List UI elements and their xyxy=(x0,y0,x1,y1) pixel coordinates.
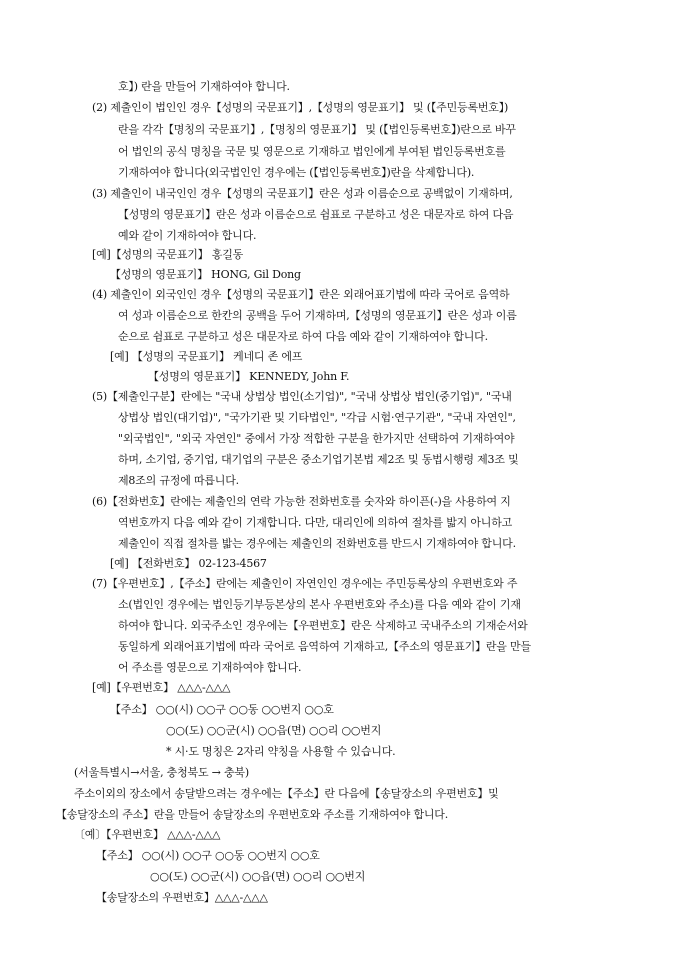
example-line: [예] 【성명의 국문표기】 케네디 존 에프 xyxy=(110,350,303,363)
paragraph-line: 주소이외의 장소에서 송달받으려는 경우에는【주소】란 다음에【송달장소의 우편번호】및 xyxy=(74,787,499,800)
example-line: [예]【우편번호】 △△△-△△△ xyxy=(92,681,231,694)
list-item-5: (5)【제출인구분】란에는 "국내 상법상 법인(소기업)", "국내 상법상 법인(중기업)", "국내 xyxy=(92,390,512,403)
text-line: 순으로 쉼표로 구분하고 성은 대문자로 하여 다음 예와 같이 기재하여야 합니다. xyxy=(118,330,488,343)
text-line: 제출인이 직접 절차를 밟는 경우에는 제출인의 전화번호를 반드시 기재하여야 합니다. xyxy=(118,537,516,550)
list-item-2: (2) 제출인이 법인인 경우【성명의 국문표기】,【성명의 영문표기】 및 (【주민등록번호】) xyxy=(92,101,509,114)
text-line: 호】) 란을 만들어 기재하여야 합니다. xyxy=(118,80,290,93)
note-line: * 시·도 명칭은 2자리 약칭을 사용할 수 있습니다. xyxy=(166,745,396,758)
text-line: 【성명의 영문표기】란은 성과 이름순으로 쉼표로 구분하고 성은 대문자로 하여 다음 xyxy=(118,208,514,221)
example-line: 〔예〕【우편번호】 △△△-△△△ xyxy=(74,828,221,841)
example-line: 【성명의 영문표기】 KENNEDY, John F. xyxy=(148,370,350,383)
example-line: [예]【성명의 국문표기】 홍길동 xyxy=(92,248,244,261)
list-item-3: (3) 제출인이 내국인인 경우【성명의 국문표기】란은 성과 이름순으로 공백없이 기재하며, xyxy=(92,187,513,200)
text-line: "외국법인", "외국 자연인" 중에서 가장 적합한 구분을 한가지만 선택하여 기재하여야 xyxy=(118,432,515,445)
paragraph-line: 【송달장소의 주소】란을 만들어 송달장소의 우편번호와 주소를 기재하여야 합니다. xyxy=(56,808,449,821)
text-line: 하며, 소기업, 중기업, 대기업의 구분은 중소기업기본법 제2조 및 동법시행령 제3조 및 xyxy=(118,453,519,466)
text-line: 동일하게 외래어표기법에 따라 국어로 음역하여 기재하고,【주소의 영문표기】란을 만들 xyxy=(118,640,531,653)
text-line: 예와 같이 기재하여야 합니다. xyxy=(118,229,257,242)
text-line: 어 법인의 공식 명칭을 국문 및 영문으로 기재하고 법인에게 부여된 법인등록번호를 xyxy=(118,145,506,158)
text-line: 기재하여야 합니다(외국법인인 경우에는 (【법인등록번호】)란을 삭제합니다). xyxy=(118,166,475,179)
text-line: 제8조의 규정에 따릅니다. xyxy=(118,474,239,487)
example-line: 【성명의 영문표기】 HONG, Gil Dong xyxy=(110,268,301,281)
example-line: ○○(도) ○○군(시) ○○읍(면) ○○리 ○○번지 xyxy=(166,724,382,737)
example-line: 【주소】 ○○(시) ○○구 ○○동 ○○번지 ○○호 xyxy=(96,849,320,862)
example-line: [예] 【전화번호】 02-123-4567 xyxy=(110,557,267,570)
text-line: 하여야 합니다. 외국주소인 경우에는【우편번호】란은 삭제하고 국내주소의 기재순서와 xyxy=(118,619,528,632)
text-line: 상법상 법인(대기업)", "국가기관 및 기타법인", "각급 시험·연구기관", "국내 자연인", xyxy=(118,411,516,424)
note-line: (서울특별시→서울, 충청북도 → 충북) xyxy=(74,766,249,779)
text-line: 여 성과 이름순으로 한칸의 공백을 두어 기재하며,【성명의 영문표기】란은 성과 이름 xyxy=(118,309,517,322)
list-item-6: (6)【전화번호】란에는 제출인의 연락 가능한 전화번호를 숫자와 하이픈(-)을 사용하여 지 xyxy=(92,495,511,508)
example-line: 【주소】 ○○(시) ○○구 ○○동 ○○번지 ○○호 xyxy=(110,703,334,716)
example-line: ○○(도) ○○군(시) ○○읍(면) ○○리 ○○번지 xyxy=(150,870,366,883)
text-line: 어 주소를 영문으로 기재하여야 합니다. xyxy=(118,661,302,674)
text-line: 소(법인인 경우에는 법인등기부등본상의 본사 우편번호와 주소)를 다음 예와 같이 기재 xyxy=(118,598,521,611)
text-line: 란을 각각【명칭의 국문표기】,【명칭의 영문표기】 및 (【법인등록번호】)란으로 바꾸 xyxy=(118,123,516,136)
text-line: 역번호까지 다음 예와 같이 기재합니다. 다만, 대리인에 의하여 절차를 밟지 아니하고 xyxy=(118,516,513,529)
list-item-7: (7)【우편번호】,【주소】란에는 제출인이 자연인인 경우에는 주민등록상의 우편번호와 주 xyxy=(92,577,518,590)
example-line: 【송달장소의 우편번호】△△△-△△△ xyxy=(96,891,268,904)
list-item-4: (4) 제출인이 외국인인 경우【성명의 국문표기】란은 외래어표기법에 따라 국어로 음역하 xyxy=(92,288,510,301)
